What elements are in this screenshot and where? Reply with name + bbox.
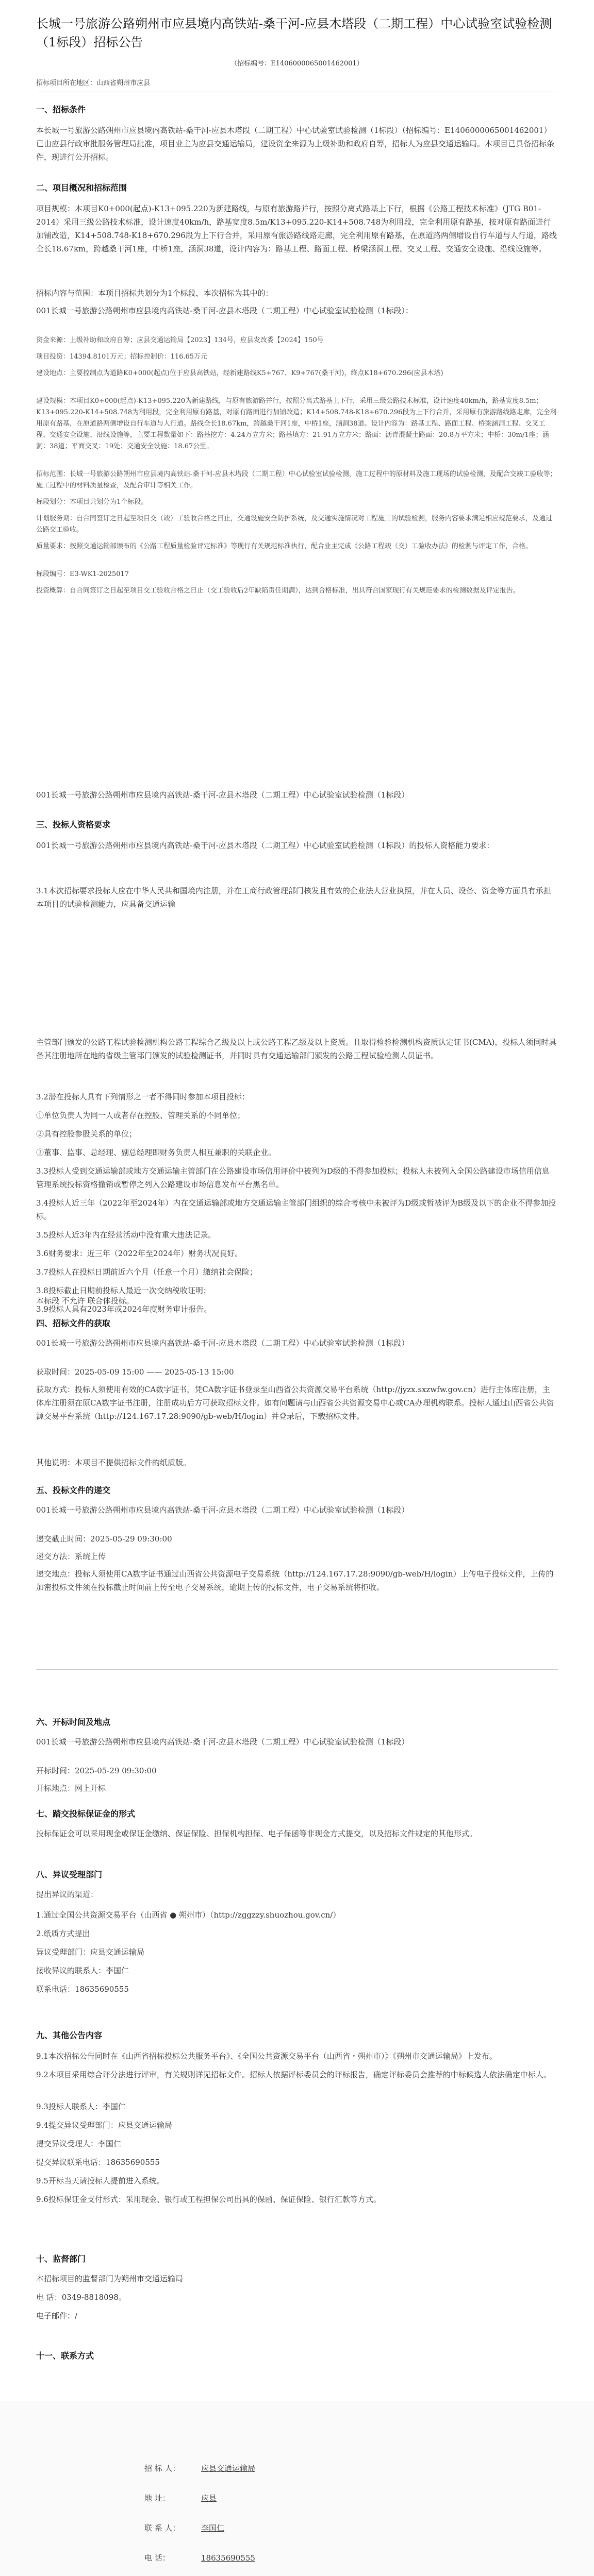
list-item: 1.通过全国公共资源交易平台（山西省 ● 朔州市）（http://zggzzy.shuozhou.gov.cn/） [36,1910,341,1920]
list-item: 建设规模：本项目K0+000(起点)-K13+095.220为新建路线，与原有旅游路并行，按照分离式路基上下行，采用三级公路技术标准，设计速度40km/h，路基宽度8.5m；K13+095.220-K14+508.748为利用段，完全利用原有路基，对原有路面进行加铺改造；K14+508.748-K18+670.296段为上下行合并，采用原有旅游路线路走廊，完全利用原有路基，在原道路两侧增设自行车道与人行道。路线全长18.67km，跨越桑干河1座，中桥1座，涵洞38道。设计内容为：路基工程、路面工程、桥梁涵洞工程、交叉工程、交通安全设施、沿线设施等，主要工程数量如下：路基挖方：4.24万立方米；路基填方：21.91万立方米；路面：沥青混凝土路面：20.8万平方米；中桥：30m/1座；涵洞：38道；平面交叉：19处；交通安全设施：18.67公里。 [36,397,557,450]
list-item: 计划服务期：自合同签订之日起至项目交（竣）工验收合格之日止，交通设施安全防护系统，及交通实施情况对工程施工的试验检测，服务内容要求满足相应规范要求，及通过公路交工验收。 [36,515,553,534]
contact-row [144,2552,255,2563]
list-item: 9.5开标当天请投标人提前进入系统。 [36,2176,164,2185]
objection-channel: 提出异议的渠道： [36,1890,98,1899]
list-item: 3.9投标人具有2023年或2024年度财务审计报告。 [36,1304,212,1314]
doc-way: 获取方式：投标人须使用有效的CA数字证书，凭CA数字证书登录至山西省公共资源交易平台系统（http://jyzx.sxzwfw.gov.cn）进行主体库注册，主体库注册须在原CA数字证书注册，注册成功后方可获取招标文件。如有问题请与山西省公共资源交易中心或CA办理机构联系。投标人通过山西省公共资源交易平台系统（http://124.167.17.28:9090/gb-web/H/login）并登录后，下载招标文件。 [36,1385,554,1421]
list-item: 9.4提交异议受理部门：应县交通运输局 [36,2121,172,2130]
section-heading-9: 九、其他公告内容 [36,2030,103,2040]
opening-place: 开标地点：网上开标 [36,1784,106,1793]
list-item: 3.3投标人受到交通运输部或地方交通运输主管部门在公路建设市场信用评价中被列为D级的不得参加投标；投标人未被列入全国公路建设市场信用信息管理系统投标资格撤销或暂停之列入公路建设市场信息发布平台黑名单。 [36,1166,550,1189]
section-heading-6: 六、开标时间及地点 [36,1717,111,1727]
list-item: 项目投资：14394.8101万元；招标控制价：116.65万元 [36,353,208,361]
contact-value: 应县交通运输局 [201,2464,256,2473]
list-item: 9.2本项目采用综合评分法进行评审，有关规则详见招标文件。招标人依据评标委员会的评标报告，确定评标委员会推荐的中标候选人依法确定中标人。 [36,2070,551,2079]
supervisor-email: 电子邮件：/ [36,2311,78,2320]
section-heading-7: 七、踏交投标保证金的形式 [36,1809,136,1819]
contact-value: 李国仁 [201,2523,225,2533]
list-item: 3.4投标人近三年（2022年至2024年）内在交通运输部或地方交通运输主管部门组织的综合考核中未被评为D级或暂被评为B级及以下的企业不得参加投标。 [36,1198,556,1221]
contact-row [144,2522,224,2533]
list-item: ③董事、监事、总经理、副总经理即财务负责人相互兼职的关联企业。 [36,1148,276,1157]
contact-row [144,2463,255,2473]
contact-row [144,2493,217,2503]
supervisor-dept: 本招标项目的监督部门为朔州市交通运输局 [36,2274,184,2283]
section-heading-3: 三、投标人资格要求 [36,820,111,829]
list-item: 2.纸质方式提出 [36,1929,90,1938]
tender-region: 招标项目所在地区：山西省朔州市应县 [36,79,151,87]
tender-code: （招标编号：E1406000065001462001） [230,60,364,67]
list-item: 质量要求：按照交通运输部颁布的《公路工程质量检验评定标准》等现行有关规范标准执行，配合业主完成《公路工程竣（交）工验收办法》的检测与评定工作，合格。 [36,543,533,550]
contact-label: 电 话： [144,2553,170,2563]
list-item: 异议受理部门：应县交通运输局 [36,1947,145,1957]
list-item: 资金来源：上级补助和政府自筹；应县交通运输局【2023】134号，应县发改委【2024】150号 [36,336,324,344]
list-item: 9.3投标人联系人：李国仁 [36,2102,126,2111]
contact-label: 联 系 人： [144,2523,180,2533]
contact-label: 地 址： [144,2494,170,2503]
section-heading-5: 五、投标文件的递交 [36,1485,111,1495]
submit-deadline: 递交截止时间：2025-05-29 09:30:00 [36,1534,172,1544]
section-heading-4: 四、招标文件的获取 [36,1318,111,1328]
list-item: 3.7投标人在投标日期前近六个月（任意一个月）缴纳社会保险； [36,1267,257,1277]
list-item: 9.1本次招标公告同时在《山西省招标投标公共服务平台》、《全国公共资源交易平台（山西省・朔州市）》《朔州市交通运输局》上发布。 [36,2052,497,2061]
divider [36,1669,558,1670]
opening-lot-title: 001长城一号旅游公路朔州市应县境内高铁站-桑干河-应县木塔段（二期工程）中心试验室试验检测（1标段） [36,1737,409,1747]
qualification-p1: 3.1本次招标要求投标人应在中华人民共和国境内注册，并在工商行政管理部门核发且有效的企业法人营业执照，并在人员、设备、资金等方面具有承担本项目的试验检测能力，应具备交通运输 [36,886,551,909]
contact-label: 招 标 人： [144,2464,180,2473]
list-item: ①单位负责人为同一人或者存在控股、管理关系的不同单位； [36,1111,245,1120]
doc-lot-title: 001长城一号旅游公路朔州市应县境内高铁站-桑干河-应县木塔段（二期工程）中心试验室试验检测（1标段） [36,1338,409,1348]
list-item: 3.6财务要求：近三年（2022年至2024年）财务状况良好。 [36,1249,243,1258]
project-scale: 项目规模：本项目K0+000(起点)-K13+095.220为新建路线，与原有旅游路并行，按照分离式路基上下行，根据《公路工程技术标准》（JTG B01-2014）采用三级公路技术标准，设计速度40km/h，路基宽度8.5m/K13+095.220-K14+508.748为利用段，完全利用原有路基，按对原有路面进行加铺改造，K14+508.748-K18+670.296段为上下行合并，采用原有旅游路线路走廊，完全利用原有路基，在原道路两侧增设自行车道与人行道，路线全长18.67km，跨越桑干河1座，中桥1座，涵洞38道，设计内容为：路基工程、路面工程、桥梁涵洞工程、交叉工程、交通安全设施、沿线设施等。 [36,204,557,253]
submit-place: 递交地点：投标人须使用CA数字证书通过山西省公共资源电子交易系统（http://124.167.17.28:9090/gb-web/H/login）上传电子投标文件，上传的加密投标文件须在投标截止时间前上传至电子交易系统，逾期上传的投标文件，电子交易系统将拒收。 [36,1569,554,1592]
list-item: 投资概算：自合同签订之日起至项目交工验收合格之日止（交工验收后2年缺陷责任期满），达到合格标准，出具符合国家现行有关规范要求的检测数据及评定报告。 [36,587,520,595]
list-item: 提交异议受理人：李国仁 [36,2139,122,2148]
section-body-1: 本长城一号旅游公路朔州市应县境内高铁站-桑干河-应县木塔段（二期工程）中心试验室试验检测（1标段）（招标编号：E1406000065001462001）已由应县行政审批服务管理局批准，项目业主为应县交通运输局，建设资金来源为上级补助和政府自筹，招标人为应县交通运输局。本项目已具备招标条件，现进行公开招标。 [36,126,555,162]
lot-tail-title: 001长城一号旅游公路朔州市应县境内高铁站-桑干河-应县木塔段（二期工程）中心试验室试验检测（1标段） [36,790,409,800]
qualification-p2: 主管部门颁发的公路工程试验检测机构公路工程综合乙级及以上或公路工程乙级及以上资质。且取得检验检测机构资质认定证书(CMA)，投标人须同时具备其注册地所在地的省级主管部门颁发的试验检测证书，并同时具有交通运输部门颁发的公路工程试验检测人员证书。 [36,1038,557,1060]
list-item: 3.5投标人近3年内在经营活动中没有重大违法记录。 [36,1230,216,1240]
section-heading-8: 八、异议受理部门 [36,1870,103,1879]
tender-scope: 招标内容与范围：本项目招标共划分为1个标段，本次招标为其中的： [36,289,273,298]
guarantee-text: 投标保证金可以采用现金或保证金缴纳、保证保险、担保机构担保、电子保函等非现金方式提交，以及招标文件规定的其他形式。 [36,1829,477,1838]
list-item: 3.2潜在投标人具有下列情形之一者不得同时参加本项目投标： [36,1092,250,1101]
qualification-lot-title: 001长城一号旅游公路朔州市应县境内高铁站-桑干河-应县木塔段（二期工程）中心试验室试验检测（1标段）的投标人资格能力要求： [36,841,494,850]
contact-value: 应县 [201,2494,217,2503]
list-item: 标段划分：本项目共划分为1个标段。 [36,498,148,506]
list-item: 标段编号：E3-WK1-2025017 [36,570,129,578]
submit-method: 递交方法：系统上传 [36,1552,106,1561]
section-heading-2: 二、项目概况和招标范围 [36,183,127,193]
list-item: ②具有控股参股关系的单位； [36,1129,137,1139]
supervisor-phone: 电 话：0349-8818098。 [36,2293,126,2302]
section-heading-10: 十、监督部门 [36,2254,86,2264]
section-heading-11: 十一、联系方式 [36,2351,94,2361]
contacts-panel [0,2401,594,2576]
list-item: 提交异议联系电话：18635690555 [36,2158,160,2167]
list-item: 接收异议的联系人：李国仁 [36,1966,129,1975]
lot-title: 001长城一号旅游公路朔州市应县境内高铁站-桑干河-应县木塔段（二期工程）中心试验室试验检测（1标段）： [36,306,413,315]
submit-lot-title: 001长城一号旅游公路朔州市应县境内高铁站-桑干河-应县木塔段（二期工程）中心试验室试验检测（1标段） [36,1505,409,1515]
section-heading-1: 一、招标条件 [36,105,86,114]
opening-time: 开标时间：2025-05-29 09:30:00 [36,1766,157,1775]
list-item: 3.8投标截止日期前投标人最近一次交纳税收证明； [36,1286,211,1295]
page-title: 长城一号旅游公路朔州市应县境内高铁站-桑干河-应县木塔段（二期工程）中心试验室试验检测（1标段）招标公告 [36,16,552,49]
list-item: 招标范围：长城一号旅游公路朔州市应县境内高铁站-桑干河-应县木塔段（二期工程）中心试验室试验检测，施工过程中的原材料及施工现场的试验检测，及配合交竣工验收等；施工过程中的材料质量检查，及配合审计等相关工作。 [36,470,557,489]
list-item: 联系电话：18635690555 [36,1985,129,1994]
union-bid-note: 本标段 不允许 联合体投标。 [36,1296,134,1306]
doc-time: 获取时间：2025-05-09 15:00 —— 2025-05-13 15:00 [36,1367,234,1377]
contact-value: 18635690555 [201,2553,255,2563]
list-item: 建设地点：主要控制点为道路K0+000(起点)位于应县高铁站，经新建路线K5+767、K9+767(桑干河)，终点K18+670.296(应县木塔) [36,369,443,377]
doc-note: 其他说明：本项目不提供招标文件的纸质版。 [36,1458,191,1467]
list-item: 9.6投标保证金支付形式：采用现金、银行或工程担保公司出具的保函、保证保险、银行汇款等方式。 [36,2195,381,2204]
